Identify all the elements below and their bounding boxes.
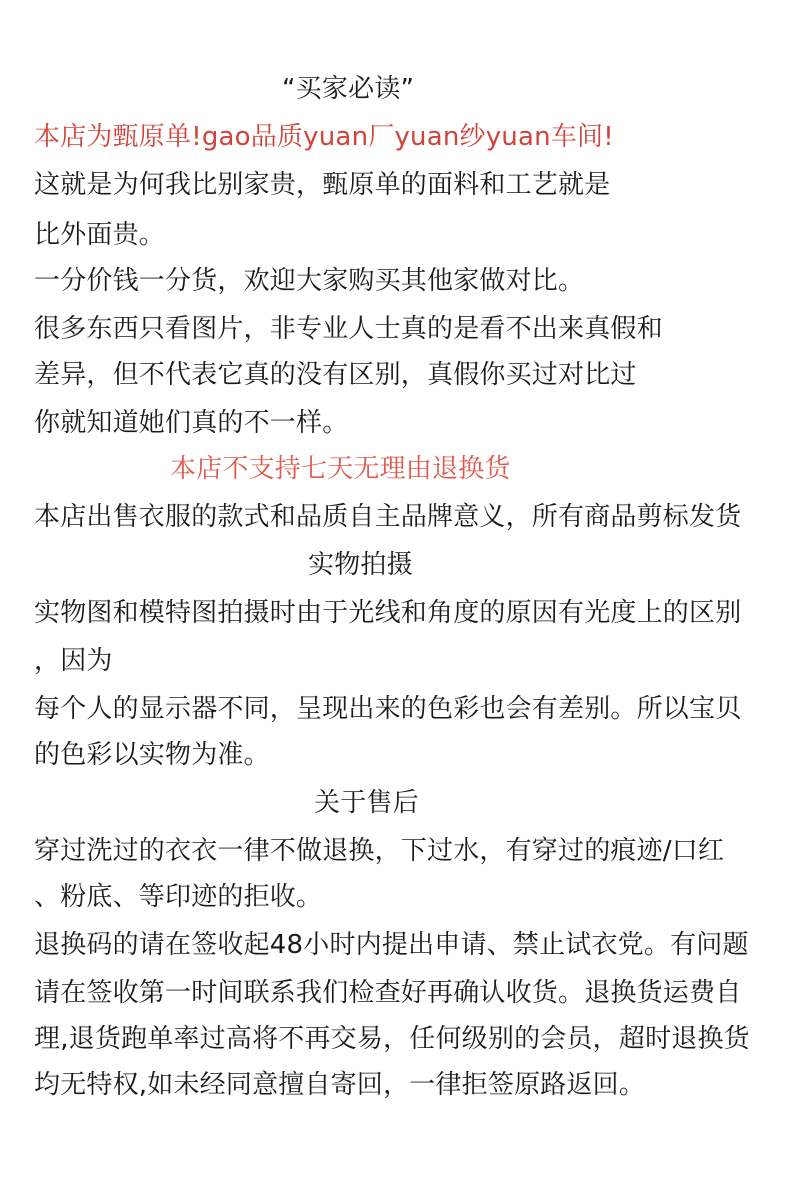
notice-line-worn-items: 穿过洗过的衣衣一律不做退换，下过水，有穿过的痕迹/口红 xyxy=(34,836,725,866)
section-heading-photos: 实物拍摄 xyxy=(308,550,413,580)
notice-line-value: 一分价钱一分货，欢迎大家购买其他家做对比。 xyxy=(34,266,585,296)
notice-no-return-policy: 本店不支持七天无理由退换货 xyxy=(170,454,511,484)
notice-line-images-cont: 差异，但不代表它真的没有区别，真假你买过对比过 xyxy=(34,360,637,390)
notice-line-return-window: 退换码的请在签收起48小时内提出申请、禁止试衣党。有问题 xyxy=(34,930,749,960)
notice-line-worn-items-cont: 、粉底、等印迹的拒收。 xyxy=(34,882,323,912)
notice-line-images: 很多东西只看图片，非专业人士真的是看不出来真假和 xyxy=(34,314,663,344)
notice-line-contact: 请在签收第一时间联系我们检查好再确认收货。退换货运费自 xyxy=(34,978,742,1008)
notice-line-shipping-fee: 理,退货跑单率过高将不再交易，任何级别的会员，超时退换货 xyxy=(34,1024,750,1054)
notice-title: “买家必读” xyxy=(282,74,415,104)
notice-line-brand: 本店出售衣服的款式和品质自主品牌意义，所有商品剪标发货 xyxy=(34,502,742,532)
notice-line-photo-light-cont: ，因为 xyxy=(34,646,113,676)
notice-line-display-cont: 的色彩以实物为准。 xyxy=(34,740,270,770)
notice-line-price-reason: 这就是为何我比别家贵，甄原单的面料和工艺就是 xyxy=(34,170,611,200)
notice-line-price-reason-cont: 比外面贵。 xyxy=(34,220,166,250)
notice-line-images-end: 你就知道她们真的不一样。 xyxy=(34,408,349,438)
section-heading-after-sales: 关于售后 xyxy=(314,788,419,818)
notice-line-photo-light: 实物图和模特图拍摄时由于光线和角度的原因有光度上的区别 xyxy=(34,598,742,628)
notice-line-no-privilege: 均无特权,如未经同意擅自寄回，一律拒签原路返回。 xyxy=(34,1070,646,1100)
notice-line-display: 每个人的显示器不同，呈现出来的色彩也会有差别。所以宝贝 xyxy=(34,694,742,724)
notice-line-original-quality: 本店为甄原单!gao品质yuan厂yuan纱yuan车间! xyxy=(34,122,614,152)
